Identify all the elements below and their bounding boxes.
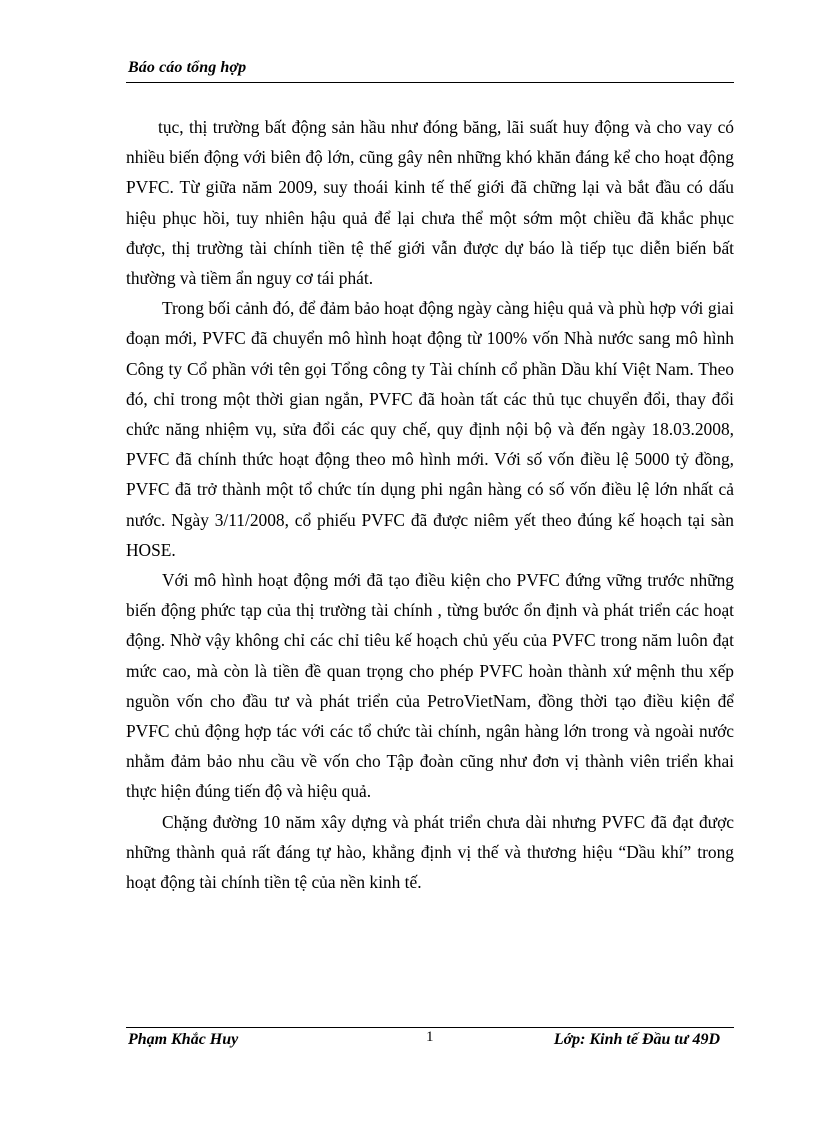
page-header bbox=[126, 58, 734, 83]
paragraph-achievements: Chặng đường 10 năm xây dựng và phát triển chưa dài nhưng PVFC đã đạt được những thành quả rất đáng tự hào, khẳng định vị thế và thương hiệu “Dầu khí” trong hoạt động tài chính tiền tệ của nền kinh tế. bbox=[126, 811, 734, 893]
page-number: 1 bbox=[426, 1029, 434, 1045]
header-title: Báo cáo tổng hợp bbox=[128, 59, 247, 76]
footer-author: Phạm Khắc Huy bbox=[128, 1031, 239, 1048]
paragraph-new-model: Với mô hình hoạt động mới đã tạo điều kiện cho PVFC đứng vững trước những biến động phức tạp của thị trường tài chính , từng bước ổn định và phát triển các hoạt động. Nhờ vậy không chỉ các chỉ tiêu kế hoạch chủ yếu của PVFC trong năm luôn đạt mức cao, mà còn là tiền đề quan trọng cho phép PVFC hoàn thành xứ mệnh thu xếp nguồn vốn cho đầu tư và phát triển của PetroVietNam, đồng thời tạo điều kiện để PVFC chủ động hợp tác với các tổ chức tài chính, ngân hàng lớn trong và ngoài nước nhằm đảm bảo nhu cầu về vốn cho Tập đoàn cũng như đơn vị thành viên triển khai thực hiện đúng tiến độ và hiệu quả. bbox=[126, 570, 734, 802]
document-body bbox=[126, 112, 734, 897]
paragraph-continuation: tục, thị trường bất động sản hầu như đóng băng, lãi suất huy động và cho vay có nhiều biến động với biên độ lớn, cũng gây nên những khó khăn đáng kể cho hoạt động PVFC. Từ giữa năm 2009, suy thoái kinh tế thế giới đã chững lại và bắt đầu có dấu hiệu phục hồi, tuy nhiên hậu quả để lại chưa thể một sớm một chiều đã khắc phục được, thị trường tài chính tiền tệ thế giới vẫn được dự báo là tiếp tục diễn biến bất thường và tiềm ẩn nguy cơ tái phát. bbox=[126, 117, 734, 289]
paragraph-context: Trong bối cảnh đó, để đảm bảo hoạt động ngày càng hiệu quả và phù hợp với giai đoạn mới, PVFC đã chuyển mô hình hoạt động từ 100% vốn Nhà nước sang mô hình Công ty Cổ phần với tên gọi Tổng công ty Tài chính cổ phần Dầu khí Việt Nam. Theo đó, chỉ trong một thời gian ngắn, PVFC đã hoàn tất các thủ tục chuyển đổi, thay đổi chức năng nhiệm vụ, sửa đổi các quy chế, quy định nội bộ và đến ngày 18.03.2008, PVFC đã chính thức hoạt động theo mô hình mới. Với số vốn điều lệ 5000 tỷ đồng, PVFC đã trở thành một tổ chức tín dụng phi ngân hàng có số vốn điều lệ lớn nhất cả nước. Ngày 3/11/2008, cổ phiếu PVFC đã được niêm yết theo đúng kế hoạch tại sàn HOSE. bbox=[126, 298, 734, 560]
footer-class-label: Lớp: Kinh tế Đầu tư 49D bbox=[553, 1031, 720, 1048]
page-footer bbox=[126, 1027, 734, 1052]
